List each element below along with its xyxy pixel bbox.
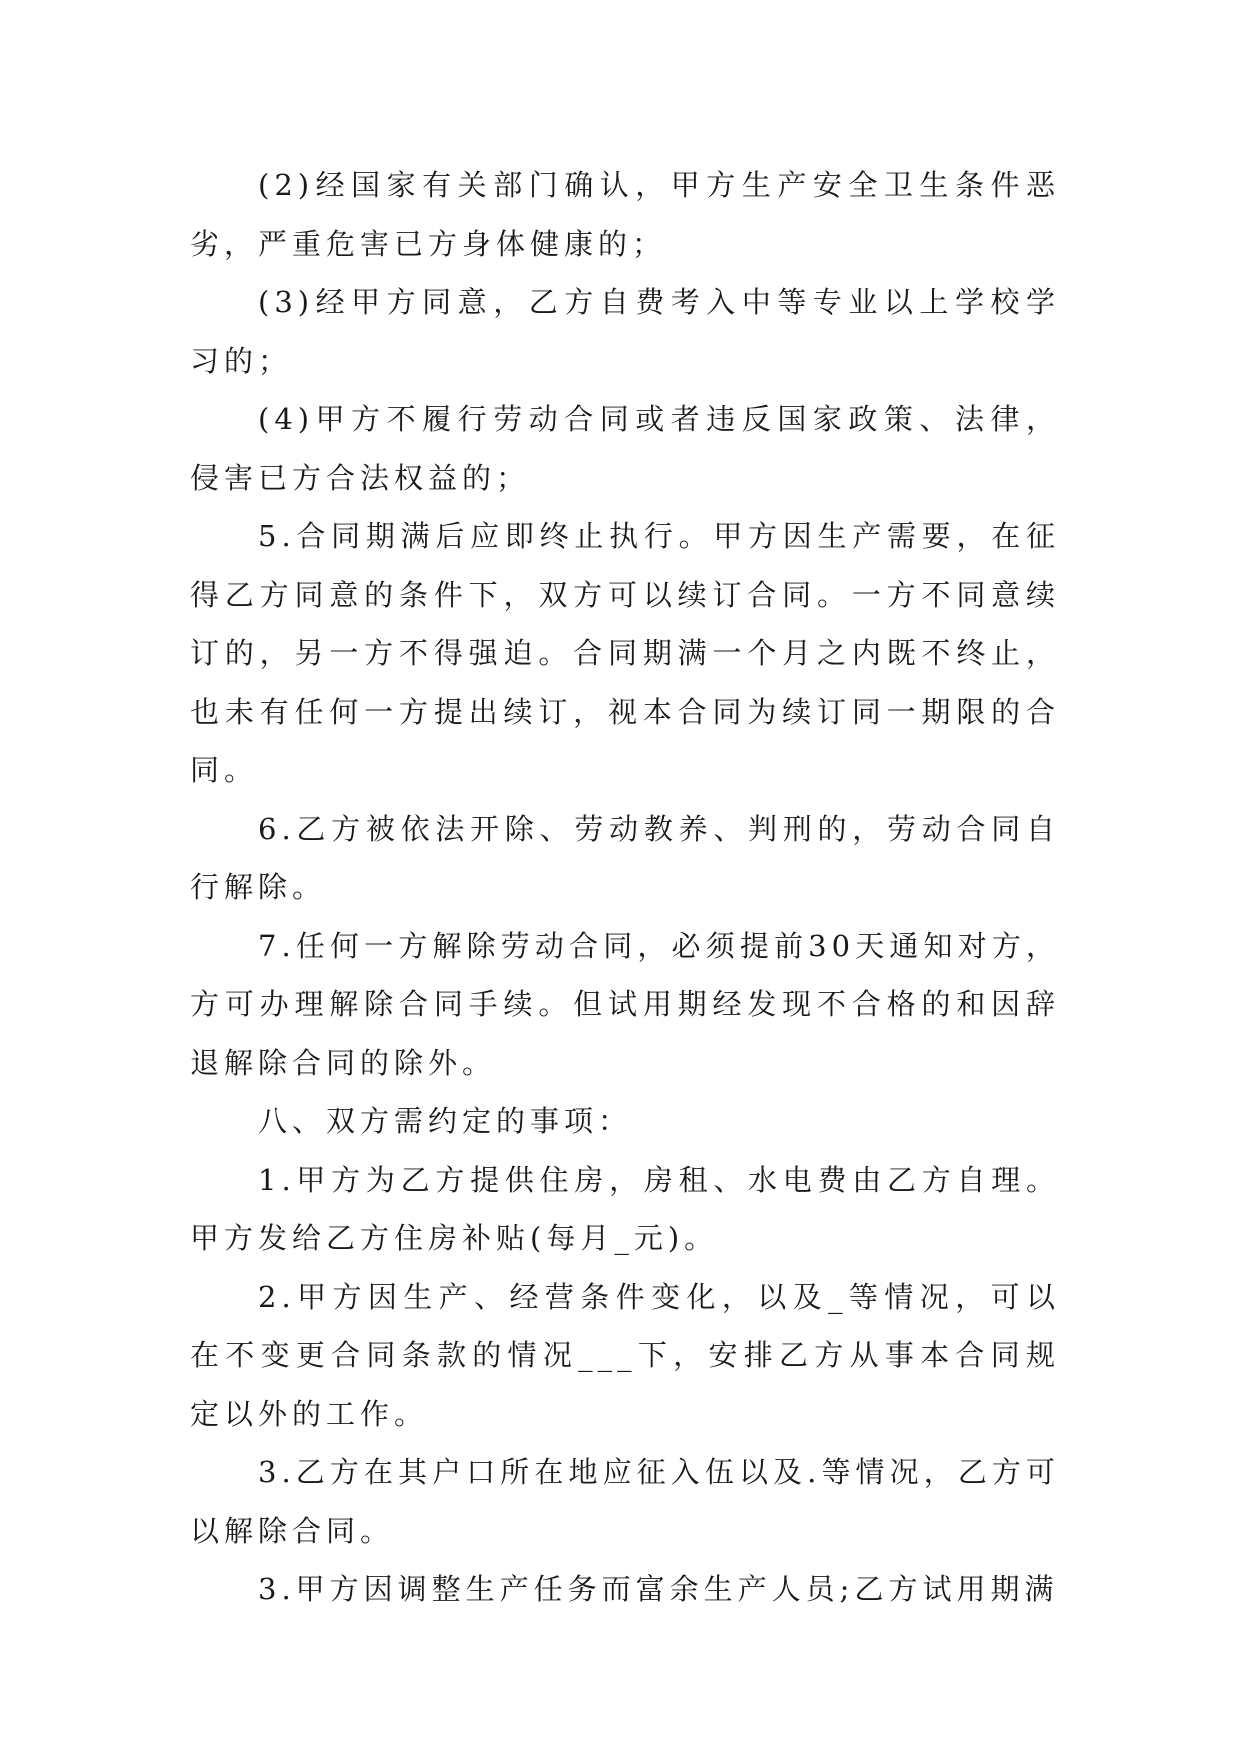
paragraph-clause-2: (2)经国家有关部门确认，甲方生产安全卫生条件恶劣，严重危害已方身体健康的；	[190, 168, 1060, 261]
paragraph-agreement-3a: 3.乙方在其户口所在地应征入伍以及.等情况，乙方可以解除合同。	[190, 1455, 1060, 1548]
paragraph-item-6: 6.乙方被依法开除、劳动教养、判刑的，劳动合同自行解除。	[190, 811, 1060, 904]
section-heading-8: 八、双方需约定的事项：	[258, 1104, 633, 1138]
paragraph-agreement-1: 1.甲方为乙方提供住房，房租、水电费由乙方自理。甲方发给乙方住房补贴(每月_元)。	[190, 1162, 1060, 1255]
document-body	[190, 156, 1060, 1619]
paragraph-item-7: 7.任何一方解除劳动合同，必须提前30天通知对方，方可办理解除合同手续。但试用期经发现不合格的和因辞退解除合同的除外。	[190, 928, 1060, 1080]
paragraph-agreement-2: 2.甲方因生产、经营条件变化，以及_等情况，可以在不变更合同条款的情况___下，安排乙方从事本合同规定以外的工作。	[190, 1279, 1060, 1431]
paragraph-item-5: 5.合同期满后应即终止执行。甲方因生产需要，在征得乙方同意的条件下，双方可以续订合同。一方不同意续订的，另一方不得强迫。合同期满一个月之内既不终止，也未有任何一方提出续订，视本合同为续订同一期限的合同。	[190, 519, 1060, 787]
paragraph-clause-3: (3)经甲方同意，乙方自费考入中等专业以上学校学习的；	[190, 285, 1060, 378]
paragraph-clause-4: (4)甲方不履行劳动合同或者违反国家政策、法律，侵害已方合法权益的；	[190, 402, 1060, 495]
paragraph-agreement-3b: 3.甲方因调整生产任务而富余生产人员;乙方试用期满	[258, 1572, 1059, 1606]
